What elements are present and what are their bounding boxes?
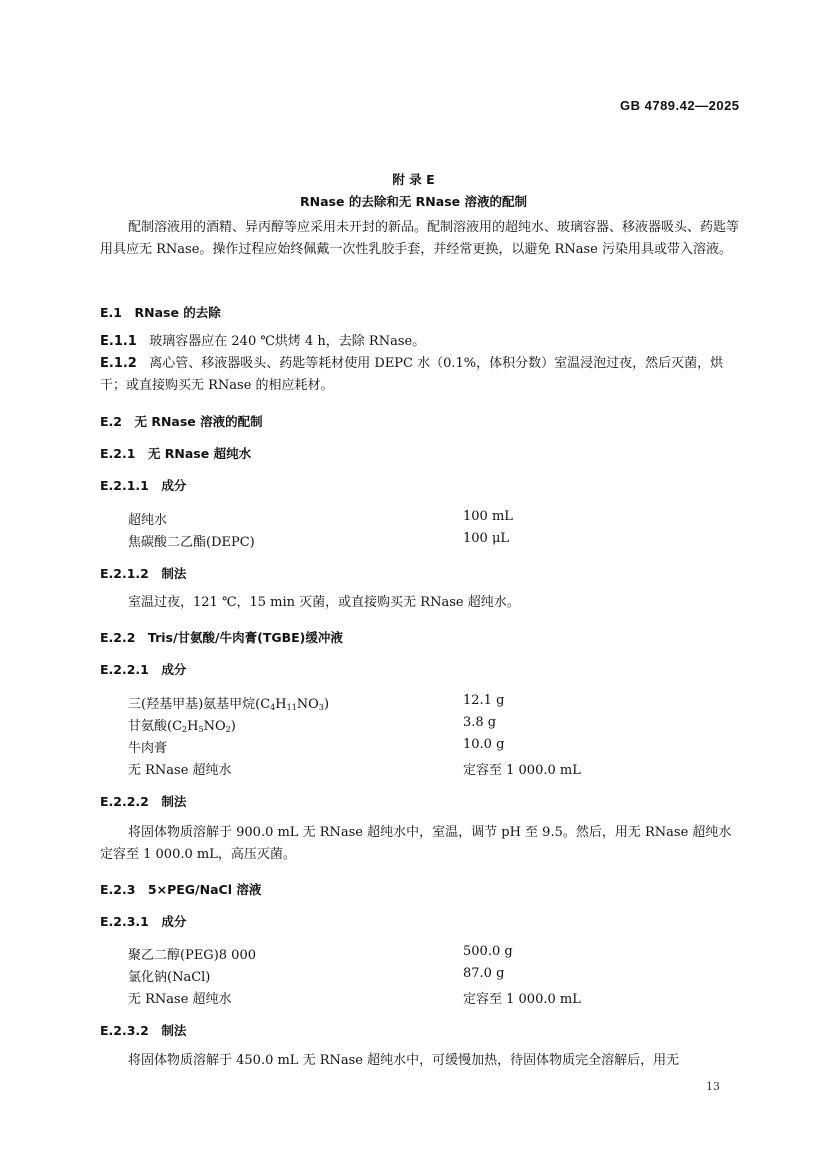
clause-e-1-2 <box>100 353 740 397</box>
ingredient-name: 无 RNase 超纯水 <box>128 992 232 1007</box>
clause-number: E.1.2 <box>100 356 137 371</box>
ingredient-amount: 定容至 1 000.0 mL <box>463 992 581 1007</box>
section-heading-e1: E.1 RNase 的去除 <box>100 305 221 320</box>
ingredient-amount: 100 mL <box>463 509 513 524</box>
clause-text: 离心管、移液器吸头、药匙等耗材使用 DEPC 水（0.1%，体积分数）室温浸泡过夜，然后灭菌，烘干；或直接购买无 RNase 的相应耗材。 <box>100 356 724 393</box>
section-heading-e2-1: E.2.1 无 RNase 超纯水 <box>100 446 252 461</box>
ingredient-amount: 12.1 g <box>463 693 505 708</box>
section-heading-e2-1-2: E.2.1.2 制法 <box>100 566 187 581</box>
ingredient-amount: 10.0 g <box>463 737 505 752</box>
ingredient-amount: 87.0 g <box>463 966 505 981</box>
section-heading-e2-3-1: E.2.3.1 成分 <box>100 914 187 929</box>
ingredient-name: 焦碳酸二乙酯(DEPC) <box>128 535 255 550</box>
page-number: 13 <box>706 1080 720 1093</box>
clause-number: E.1.1 <box>100 334 137 349</box>
clause-e-1-1 <box>100 331 740 353</box>
ingredient-amount: 100 μL <box>463 531 510 546</box>
ingredient-amount: 定容至 1 000.0 mL <box>463 763 581 778</box>
section-heading-e2-2: E.2.2 Tris/甘氨酸/牛肉膏(TGBE)缓冲液 <box>100 630 343 645</box>
section-heading-e2-2-1: E.2.2.1 成分 <box>100 662 187 677</box>
ingredient-amount: 500.0 g <box>463 944 513 959</box>
ingredient-amount: 3.8 g <box>463 715 497 730</box>
ingredient-name: 三(羟基甲基)氨基甲烷$(C_4H_{11}NO_3)$ <box>128 697 330 712</box>
section-heading-e2-3-2: E.2.3.2 制法 <box>100 1023 187 1038</box>
standard-number: GB 4789.42—2025 <box>620 98 740 113</box>
ingredient-name: 无 RNase 超纯水 <box>128 763 232 778</box>
ingredient-name: 氯化钠(NaCl) <box>128 970 211 985</box>
prep-text-e2-1-2: 室温过夜，121 ℃，15 min 灭菌，或直接购买无 RNase 超纯水。 <box>128 595 520 610</box>
section-heading-e2-1-1: E.2.1.1 成分 <box>100 478 187 493</box>
ingredient-name: 超纯水 <box>128 513 168 528</box>
clause-text: 玻璃容器应在 240 ℃烘烤 4 h，去除 RNase。 <box>149 334 426 349</box>
intro-paragraph: 配制溶液用的酒精、异丙醇等应采用未开封的新品。配制溶液用的超纯水、玻璃容器、移液器吸头、药匙等用具应无 RNase。操作过程应始终佩戴一次性乳胶手套，并经常更换，以避免 RNase 污染用具或带入溶液。 <box>100 220 740 257</box>
prep-text-e2-2-2: 将固体物质溶解于 900.0 mL 无 RNase 超纯水中，室温，调节 pH 至 9.5。然后，用无 RNase 超纯水定容至 1 000.0 mL，高压灭菌。 <box>100 825 732 862</box>
section-heading-e2-3: E.2.3 5×PEG/NaCl 溶液 <box>100 882 262 897</box>
ingredient-name: 甘氨酸$(C_2H_5NO_2)$ <box>128 719 236 734</box>
prep-text-e2-3-2: 将固体物质溶解于 450.0 mL 无 RNase 超纯水中，可缓慢加热，待固体物质完全溶解后，用无 <box>128 1053 680 1068</box>
ingredient-name: 牛肉膏 <box>128 741 168 756</box>
annex-title: RNase 的去除和无 RNase 溶液的配制 <box>300 194 527 209</box>
section-heading-e2: E.2 无 RNase 溶液的配制 <box>100 414 263 429</box>
annex-label: 附 录 E <box>392 172 435 187</box>
section-heading-e2-2-2: E.2.2.2 制法 <box>100 794 187 809</box>
ingredient-name: 聚乙二醇(PEG)8 000 <box>128 948 256 963</box>
